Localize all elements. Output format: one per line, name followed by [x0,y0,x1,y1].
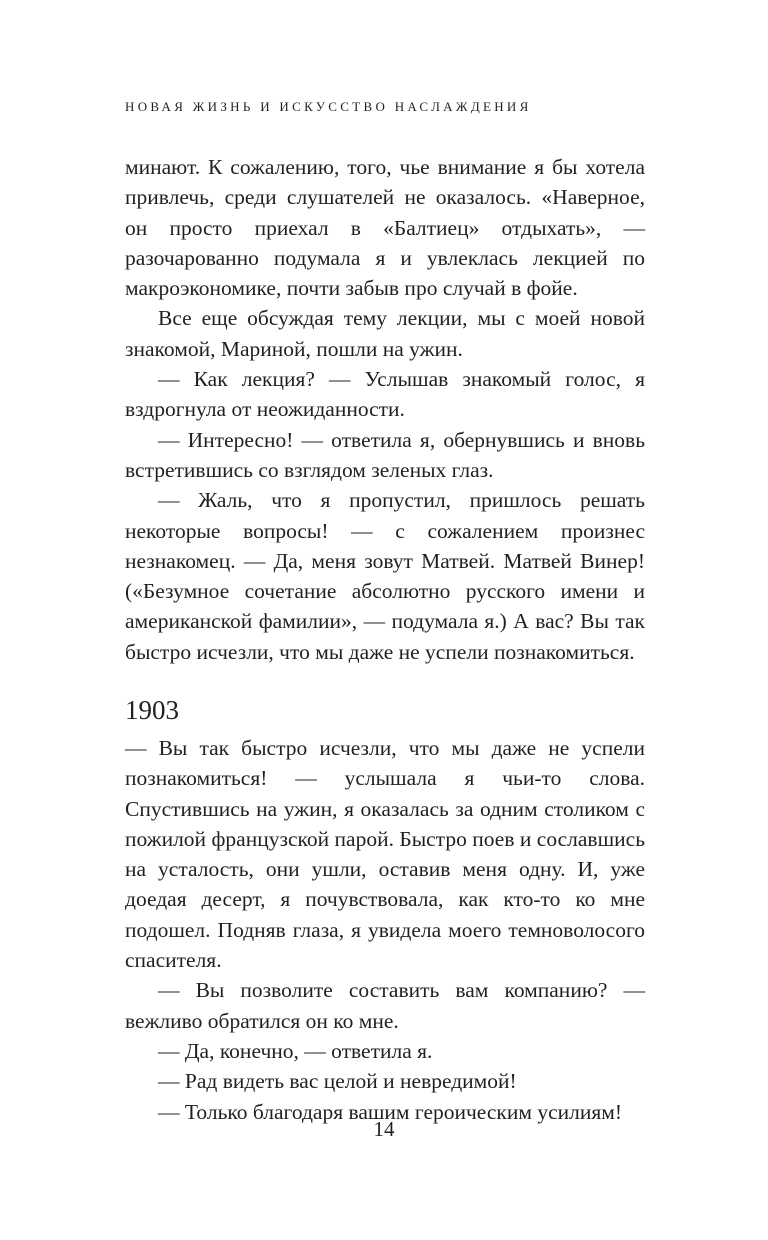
paragraph: Все еще обсуждая тему лекции, мы с моей новой знакомой, Мариной, пошли на ужин. [125,306,645,361]
paragraph: минают. К сожалению, того, чье внимание я бы хотела привлечь, среди слушателей не оказалось. «Наверное, он просто приехал в «Балтиец» отдыхать», — разочарованно подумала я и увлеклась лекцией по макроэкономике, почти забыв про случай в фойе. [125,155,645,301]
dialogue-line: — Интересно! — ответила я, обернувшись и вновь встретившись со взглядом зеленых глаз. [125,427,645,482]
dialogue-line: — Да, конечно, — ответила я. [158,1038,433,1063]
dialogue-line: — Только благодаря вашим героическим усилиям! [158,1099,623,1124]
dialogue-line: — Вы позволите составить вам компанию? — вежливо обратился он ко мне. [125,978,645,1033]
dialogue-line: — Как лекция? — Услышав знакомый голос, я вздрогнула от неожиданности. [125,367,645,422]
paragraph: — Вы так быстро исчезли, что мы даже не успели познакомиться! — услышала я чьи-то слова. Спустившись на ужин, я оказалась за одним столиком с пожилой французской парой. Быстро поев и сославшись на усталость, они ушли, оставив меня одну. И, уже доедая десерт, я почувствовала, как кто-то ко мне подошел. Подняв глаза, я увидела моего темноволосого спасителя. [125,736,645,973]
text-block-after-section [125,733,645,1127]
running-header: НОВАЯ ЖИЗНЬ И ИСКУССТВО НАСЛАЖДЕНИЯ [125,99,532,114]
page-number: 14 [373,1117,395,1141]
section-heading: 1903 [125,695,179,725]
dialogue-line: — Рад видеть вас целой и невредимой! [158,1069,517,1094]
text-block-before-section [125,152,645,667]
dialogue-line: — Жаль, что я пропустил, пришлось решать некоторые вопросы! — с сожалением произнес незнакомец. — Да, меня зовут Матвей. Матвей Винер! («Безумное сочетание абсолютно русского имени и американской фамилии», — подумала я.) А вас? Вы так быстро исчезли, что мы даже не успели познакомиться. [125,488,645,664]
